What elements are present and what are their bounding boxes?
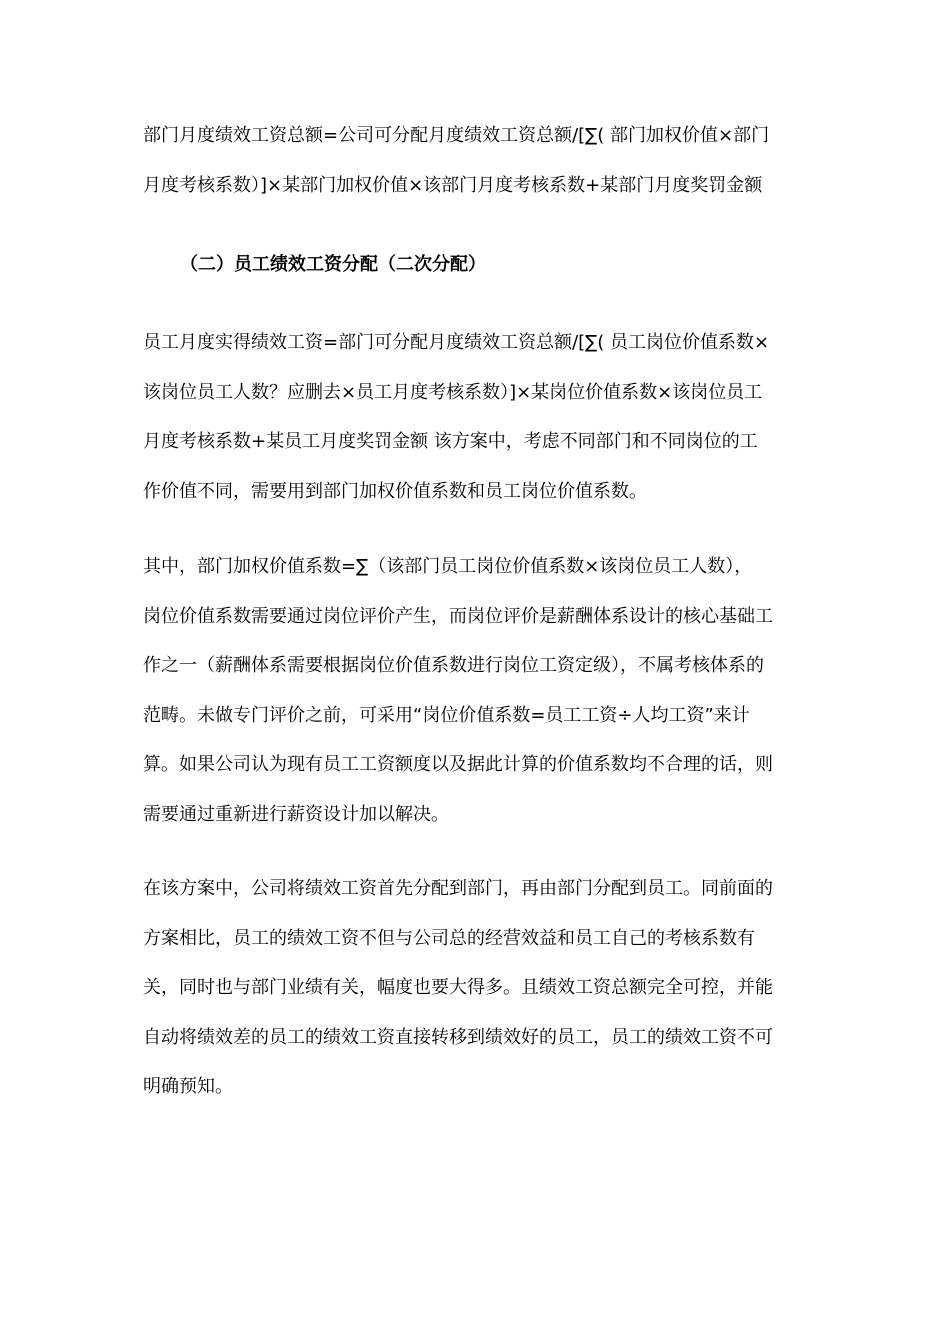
text-line: 其中，部门加权价值系数=∑（该部门员工岗位价值系数×该岗位员工人数），	[143, 556, 753, 577]
text-line: 该岗位员工人数？应删去×员工月度考核系数）]×某岗位价值系数×该岗位员工	[143, 381, 763, 403]
text-line: 作价值不同，需要用到部门加权价值系数和员工岗位价值系数。	[143, 480, 647, 502]
text-line: 关，同时也与部门业绩有关，幅度也要大得多。且绩效工资总额完全可控，并能	[143, 977, 773, 998]
text-line: 自动将绩效差的员工的绩效工资直接转移到绩效好的员工，员工的绩效工资不可	[143, 1026, 773, 1048]
section-heading: （二）员工绩效工资分配（二次分配）	[180, 254, 486, 275]
text-line: 月度考核系数）]×某部门加权价值×该部门月度考核系数+某部门月度奖罚金额	[143, 174, 763, 196]
text-line: 需要通过重新进行薪资设计加以解决。	[143, 803, 449, 825]
text-line: 明确预知。	[143, 1076, 233, 1097]
text-line: 作之一（薪酬体系需要根据岗位价值系数进行岗位工资定级），不属考核体系的	[143, 655, 764, 676]
text-line: 员工月度实得绩效工资=部门可分配月度绩效工资总额/[∑( 员工岗位价值系数×	[143, 332, 770, 353]
text-line: 方案相比，员工的绩效工资不但与公司总的经营效益和员工自己的考核系数有	[143, 927, 755, 949]
formula-paragraph-department	[143, 111, 809, 210]
text-line: 算。如果公司认为现有员工工资额度以及据此计算的价值系数均不合理的话，则	[143, 754, 773, 775]
text-line: 在该方案中，公司将绩效工资首先分配到部门，再由部门分配到员工。同前面的	[143, 878, 773, 899]
formula-paragraph-employee	[143, 318, 809, 516]
text-line: 范畴。未做专门评价之前，可采用“岗位价值系数=员工工资÷人均工资”来计	[143, 704, 750, 726]
explanation-paragraph-weights	[143, 542, 809, 839]
text-line: 部门月度绩效工资总额=公司可分配月度绩效工资总额/[∑( 部门加权价值×部门	[143, 125, 770, 146]
text-line: 岗位价值系数需要通过岗位评价产生，而岗位评价是薪酬体系设计的核心基础工	[143, 605, 773, 627]
summary-paragraph	[143, 864, 809, 1112]
text-line: 月度考核系数+某员工月度奖罚金额 该方案中，考虑不同部门和不同岗位的工	[143, 431, 758, 452]
